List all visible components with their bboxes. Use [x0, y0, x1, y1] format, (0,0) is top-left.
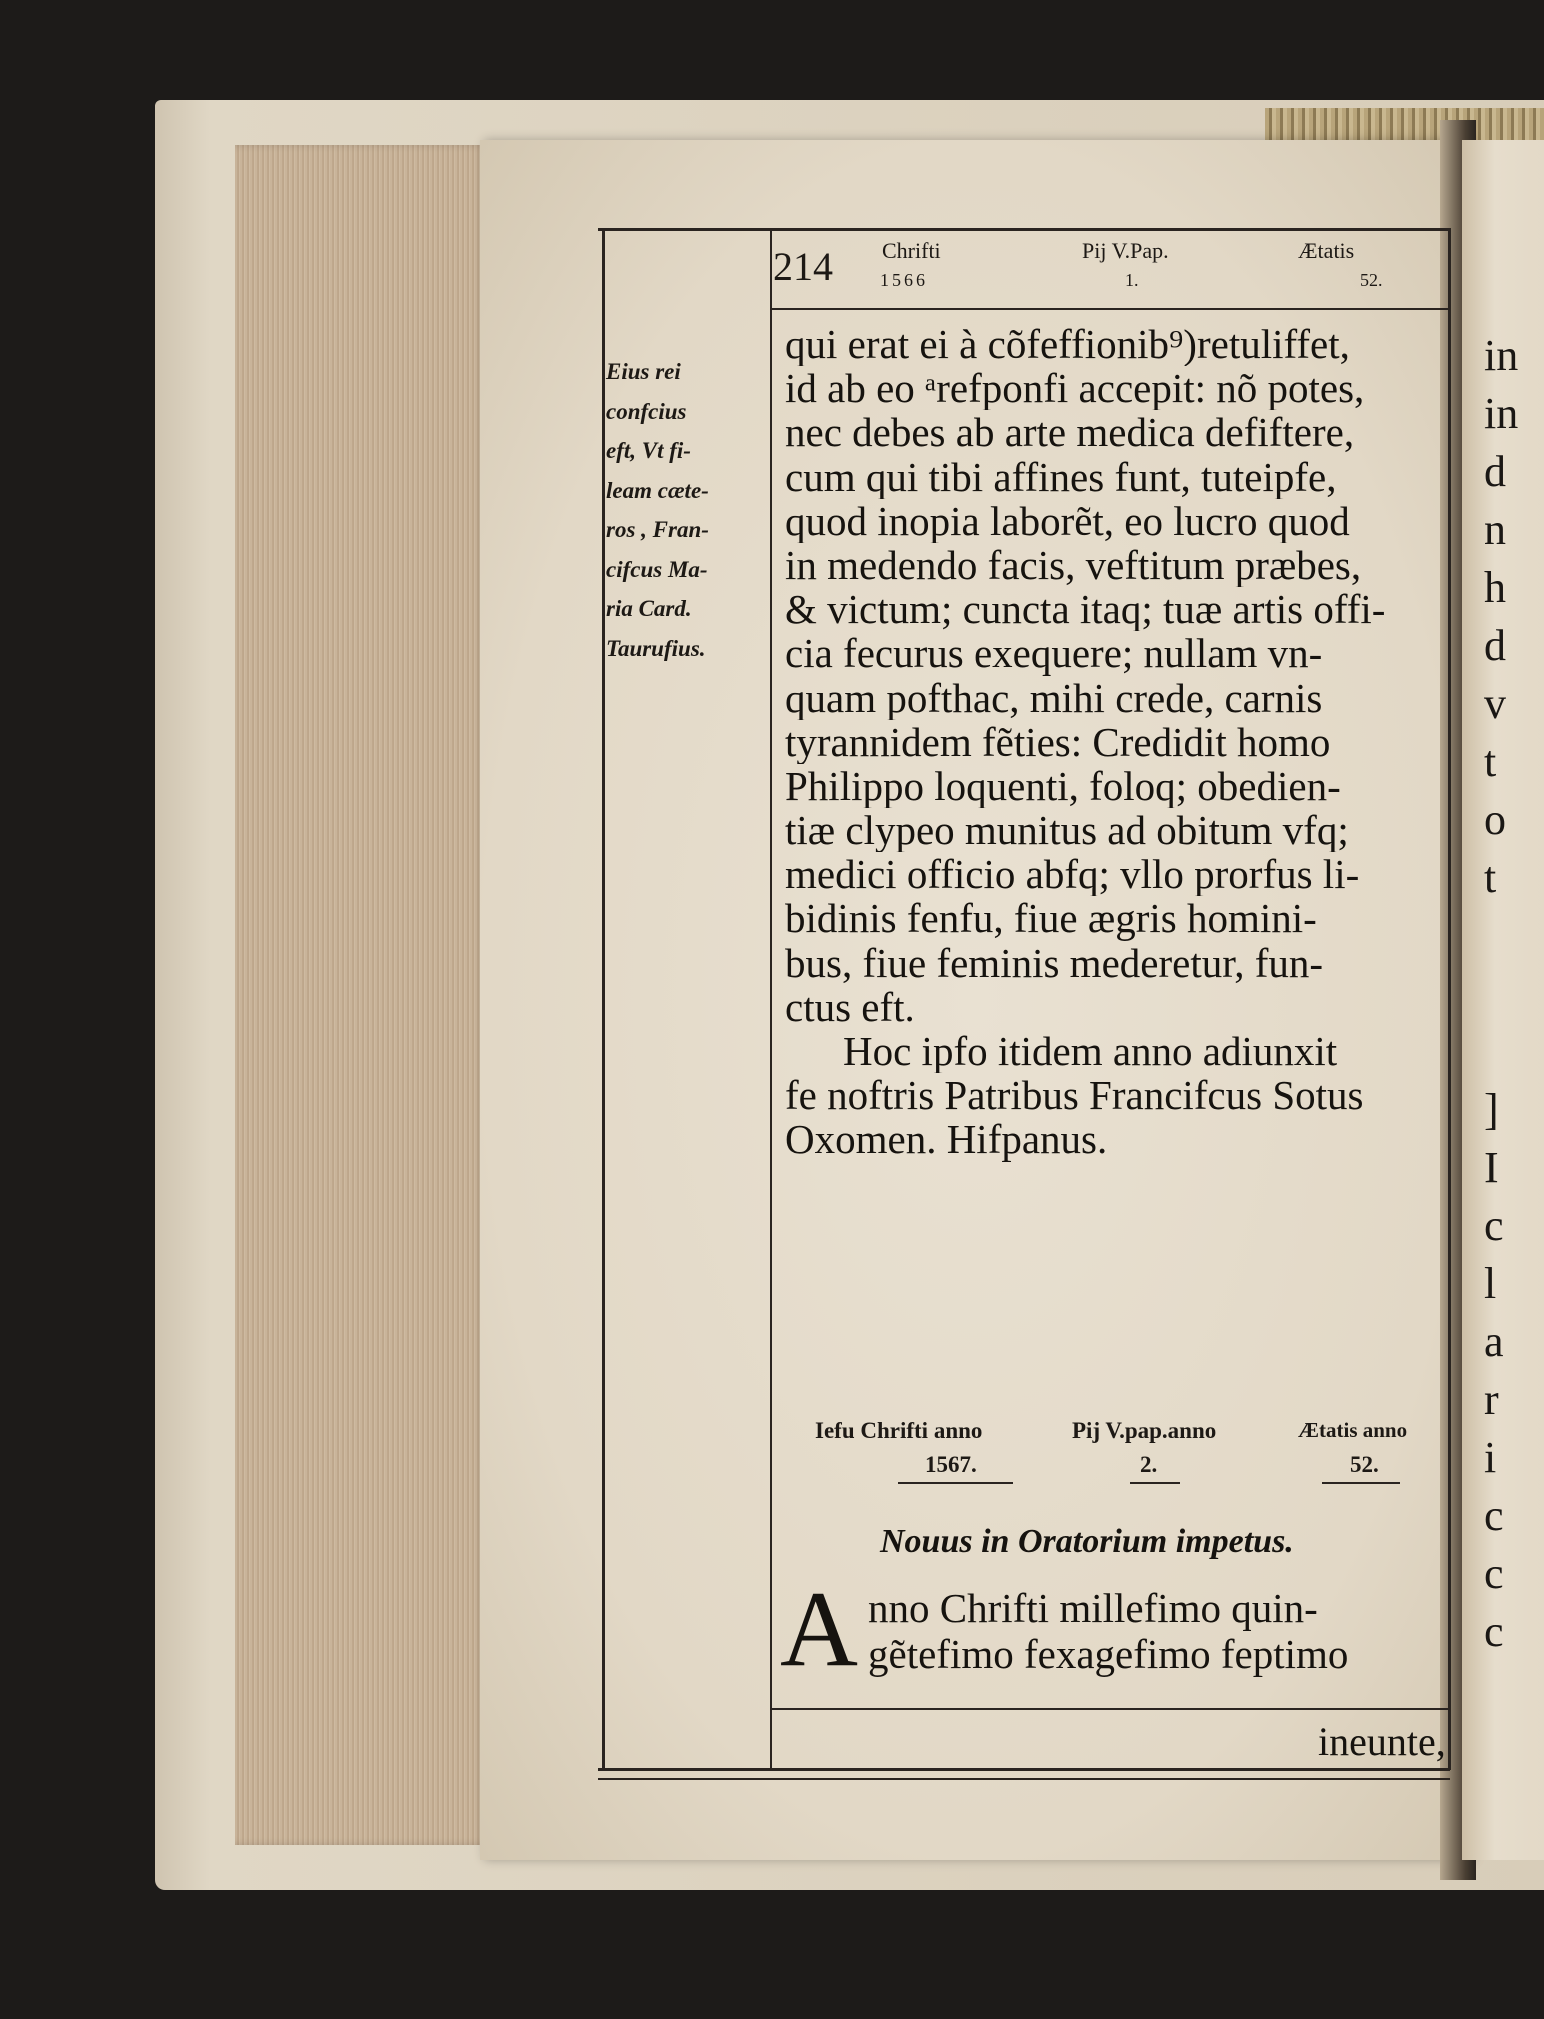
text-line: Hoc ipfo itidem anno adiunxit [843, 1029, 1338, 1074]
header-year: 1566 [880, 270, 928, 290]
page-fore-edge [235, 145, 490, 1845]
year-christi-value: 1567. [925, 1452, 977, 1477]
frame-left-line [602, 228, 605, 1770]
text-line: ctus eft. [785, 984, 915, 1029]
next-page-fragment: d [1484, 621, 1506, 670]
text-line: nec debes ab arte medica defiftere, [785, 410, 1355, 455]
text-line: qui erat ei à cõfeffionib⁹)retuliffet, [785, 322, 1350, 367]
next-page-fragment: c [1484, 1607, 1504, 1656]
frame-bottom-line [598, 1768, 1450, 1771]
next-page-fragment: t [1484, 853, 1497, 902]
next-page-fragment: r [1484, 1375, 1499, 1424]
margin-line: leam cæte- [606, 477, 709, 503]
text-line: quam pofthac, mihi crede, carnis [785, 675, 1323, 720]
header-label: Chrifti [882, 238, 941, 263]
body-text [785, 322, 1450, 1162]
next-page-fragment: d [1484, 447, 1506, 496]
text-line: id ab eo ᵃrefponfi accepit: nõ potes, [785, 366, 1365, 411]
year-age-value: 52. [1350, 1452, 1379, 1477]
header-pope-year: 1. [1125, 270, 1139, 290]
text-line: & victum; cuncta itaq; tuæ artis offi- [785, 587, 1386, 632]
next-page-fragment: t [1484, 737, 1497, 786]
binding-band [1265, 108, 1544, 140]
next-page-fragment: I [1484, 1143, 1499, 1192]
text-line: quod inopia laborẽt, eo lucro quod [785, 498, 1350, 543]
text-line: gẽtefimo fexagefimo feptimo [868, 1631, 1349, 1677]
next-page-fragment: n [1484, 505, 1506, 554]
next-page-fragment: v [1484, 679, 1506, 728]
year-pope-value: 2. [1140, 1452, 1158, 1477]
next-page-fragment: c [1484, 1201, 1504, 1250]
header-rule [770, 308, 1450, 310]
year-underline [1322, 1482, 1400, 1484]
next-page-fragment: l [1484, 1259, 1497, 1308]
next-page-fragment: in [1484, 389, 1519, 438]
text-line: nno Chrifti millefimo quin- [868, 1585, 1318, 1631]
header-aetatis: Ætatis [1298, 238, 1355, 263]
text-line: Philippo loquenti, foloq; obedien- [785, 763, 1341, 809]
frame-top-line [598, 228, 1450, 231]
next-page-fragment: o [1484, 795, 1506, 844]
next-page-fragment: a [1484, 1317, 1504, 1366]
text-line: bus, fiue feminis mederetur, fun- [785, 940, 1324, 985]
year-underline [898, 1482, 1013, 1484]
header-age: 52. [1360, 270, 1383, 290]
marginal-note [606, 352, 776, 668]
header-col-christi [882, 238, 941, 264]
margin-line: cifcus Ma- [606, 556, 708, 582]
text-line: medici officio abfq; vllo prorfus li- [785, 852, 1360, 897]
text-line: cia fecurus exequere; nullam vn- [785, 631, 1323, 676]
opening-lines [868, 1585, 1448, 1677]
next-page-fragment: h [1484, 563, 1506, 612]
year-col-christi: Iefu Chrifti anno [815, 1418, 983, 1443]
text-line: bidinis fenfu, fiue ægris homini- [785, 896, 1317, 941]
year-col-aetatis: Ætatis anno [1298, 1418, 1408, 1442]
header-pope: Pij V.Pap. [1082, 238, 1169, 263]
catch-rule [770, 1708, 1450, 1710]
drop-capital: A [780, 1570, 858, 1689]
margin-line: Taurufius. [606, 635, 706, 661]
text-line: fe noftris Patribus Francifcus Sotus [785, 1073, 1364, 1118]
text-line: tyrannidem fẽties: Credidit homo [785, 719, 1331, 764]
page-number: 214 [773, 244, 833, 289]
text-line: Oxomen. Hifpanus. [785, 1117, 1108, 1162]
frame-bottom-line-2 [598, 1778, 1450, 1780]
next-page-fragment: ] [1484, 1085, 1499, 1134]
next-page-fragment: c [1484, 1549, 1504, 1598]
catchword: ineunte, [1318, 1719, 1446, 1764]
year-col-pope: Pij V.pap.anno [1072, 1418, 1217, 1443]
margin-line: ria Card. [606, 596, 692, 621]
margin-line: eft, Vt fi- [606, 438, 691, 463]
next-page-fragment: in [1484, 331, 1519, 380]
margin-line: Eius rei [606, 359, 681, 384]
year-underline [1130, 1482, 1180, 1484]
margin-line: ros , Fran- [606, 517, 709, 542]
text-line: in medendo facis, veftitum præbes, [785, 542, 1362, 588]
text-line: cum qui tibi affines funt, tuteipfe, [785, 454, 1337, 499]
next-page-fragment: c [1484, 1491, 1504, 1540]
margin-line: confcius [606, 398, 687, 424]
text-line: tiæ clypeo munitus ad obitum vfq; [785, 808, 1349, 853]
next-page-fragment: i [1484, 1433, 1497, 1482]
section-title: Nouus in Oratorium impetus. [880, 1523, 1294, 1560]
right-page-edge [1462, 140, 1544, 1860]
